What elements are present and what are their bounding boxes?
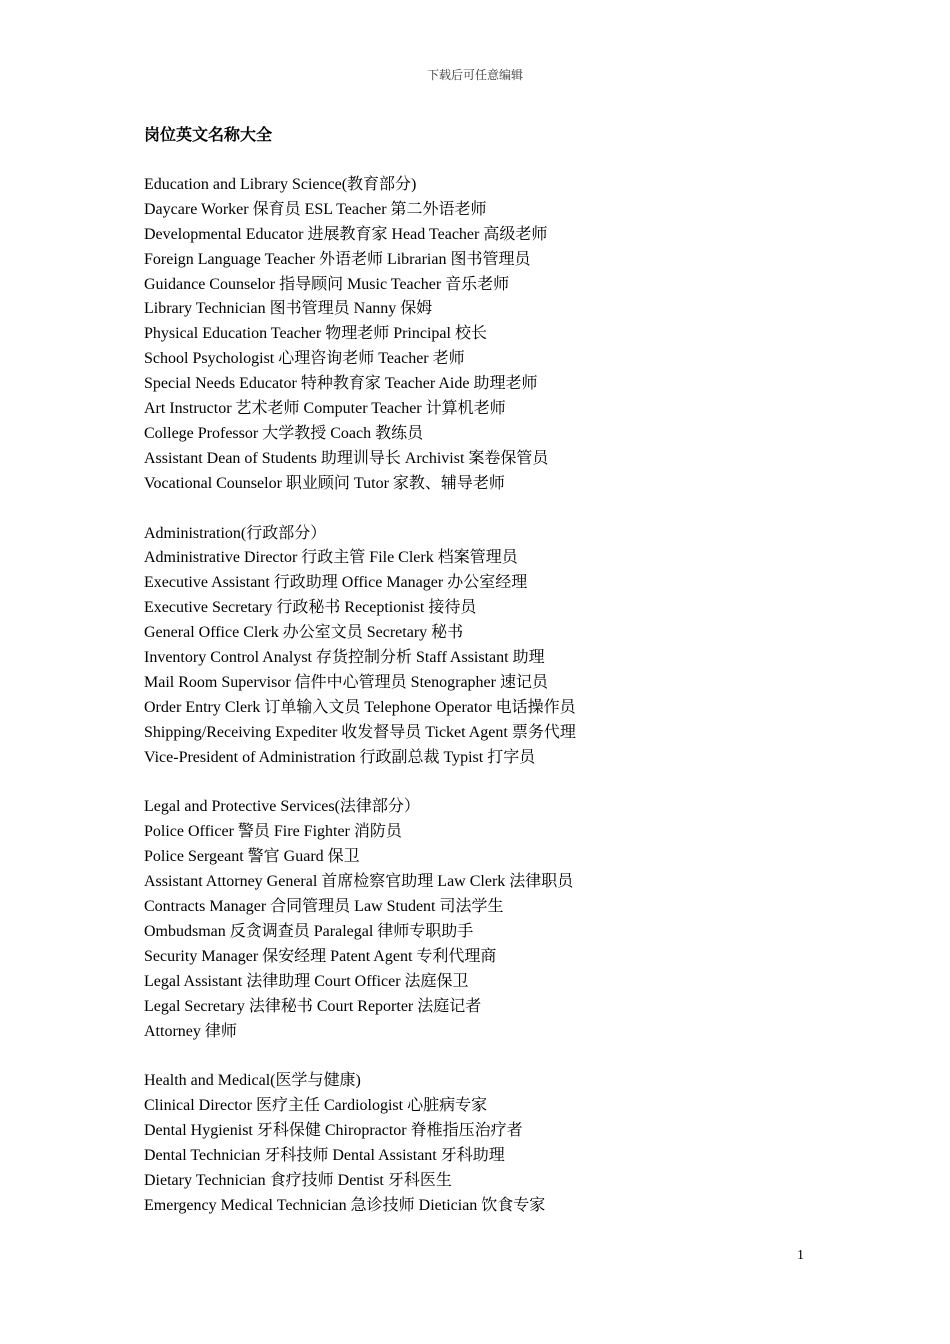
- job-title-line: Daycare Worker 保育员 ESL Teacher 第二外语老师: [144, 200, 487, 218]
- job-title-line: Foreign Language Teacher 外语老师 Librarian 图书管理员: [144, 250, 531, 268]
- job-title-line: Guidance Counselor 指导顾问 Music Teacher 音乐老师: [144, 275, 510, 293]
- job-section: [144, 173, 844, 497]
- section-heading: Administration(行政部分）: [144, 524, 327, 542]
- job-title-line: Executive Secretary 行政秘书 Receptionist 接待员: [144, 599, 477, 617]
- job-title-line: Emergency Medical Technician 急诊技师 Dietician 饮食专家: [144, 1196, 546, 1214]
- job-title-line: Attorney 律师: [144, 1022, 237, 1040]
- section-heading: Health and Medical(医学与健康): [144, 1072, 361, 1090]
- job-title-line: Order Entry Clerk 订单输入文员 Telephone Operator 电话操作员: [144, 698, 576, 716]
- job-title-line: Dietary Technician 食疗技师 Dentist 牙科医生: [144, 1171, 452, 1189]
- job-title-line: Security Manager 保安经理 Patent Agent 专利代理商: [144, 947, 497, 965]
- job-title-line: Police Sergeant 警官 Guard 保卫: [144, 848, 360, 866]
- job-title-line: Police Officer 警员 Fire Fighter 消防员: [144, 823, 402, 841]
- job-title-line: Ombudsman 反贪调查员 Paralegal 律师专职助手: [144, 922, 474, 940]
- job-title-line: Legal Assistant 法律助理 Court Officer 法庭保卫: [144, 972, 469, 990]
- job-title-line: Executive Assistant 行政助理 Office Manager 办公室经理: [144, 574, 528, 592]
- job-title-line: Inventory Control Analyst 存货控制分析 Staff Assistant 助理: [144, 649, 545, 667]
- job-title-line: Special Needs Educator 特种教育家 Teacher Aide 助理老师: [144, 375, 538, 393]
- job-title-line: Legal Secretary 法律秘书 Court Reporter 法庭记者: [144, 997, 482, 1015]
- job-title-line: Dental Technician 牙科技师 Dental Assistant 牙科助理: [144, 1147, 505, 1165]
- job-title-line: Mail Room Supervisor 信件中心管理员 Stenographer 速记员: [144, 673, 548, 691]
- job-title-line: Assistant Attorney General 首席检察官助理 Law Clerk 法律职员: [144, 873, 574, 891]
- page-number: 1: [797, 1248, 804, 1263]
- job-title-line: Dental Hygienist 牙科保健 Chiropractor 脊椎指压治疗者: [144, 1122, 523, 1140]
- job-section: [144, 1069, 844, 1218]
- job-section: [144, 795, 844, 1044]
- job-title-line: Physical Education Teacher 物理老师 Principal 校长: [144, 325, 487, 343]
- job-title-line: General Office Clerk 办公室文员 Secretary 秘书: [144, 624, 464, 642]
- job-title-line: Vocational Counselor 职业顾问 Tutor 家教、辅导老师: [144, 474, 505, 492]
- document-body: [144, 124, 844, 1244]
- sections-container: [144, 173, 844, 1219]
- job-title-line: Assistant Dean of Students 助理训导长 Archivist 案卷保管员: [144, 449, 549, 467]
- page-header: 下载后可任意编辑: [426, 68, 523, 82]
- section-heading: Legal and Protective Services(法律部分）: [144, 798, 420, 816]
- job-title-line: Administrative Director 行政主管 File Clerk 档案管理员: [144, 549, 518, 567]
- job-title-line: Shipping/Receiving Expediter 收发督导员 Ticket Agent 票务代理: [144, 723, 576, 741]
- job-title-line: Contracts Manager 合同管理员 Law Student 司法学生: [144, 898, 504, 916]
- document-title: 岗位英文名称大全: [144, 127, 273, 144]
- job-title-line: Library Technician 图书管理员 Nanny 保姆: [144, 300, 433, 318]
- job-title-line: Clinical Director 医疗主任 Cardiologist 心脏病专家: [144, 1097, 488, 1115]
- job-section: [144, 522, 844, 771]
- job-title-line: Vice-President of Administration 行政副总裁 Typist 打字员: [144, 748, 536, 766]
- job-title-line: Art Instructor 艺术老师 Computer Teacher 计算机老师: [144, 400, 506, 418]
- job-title-line: Developmental Educator 进展教育家 Head Teacher 高级老师: [144, 225, 548, 243]
- job-title-line: School Psychologist 心理咨询老师 Teacher 老师: [144, 350, 465, 368]
- job-title-line: College Professor 大学教授 Coach 教练员: [144, 424, 424, 442]
- section-heading: Education and Library Science(教育部分): [144, 176, 417, 193]
